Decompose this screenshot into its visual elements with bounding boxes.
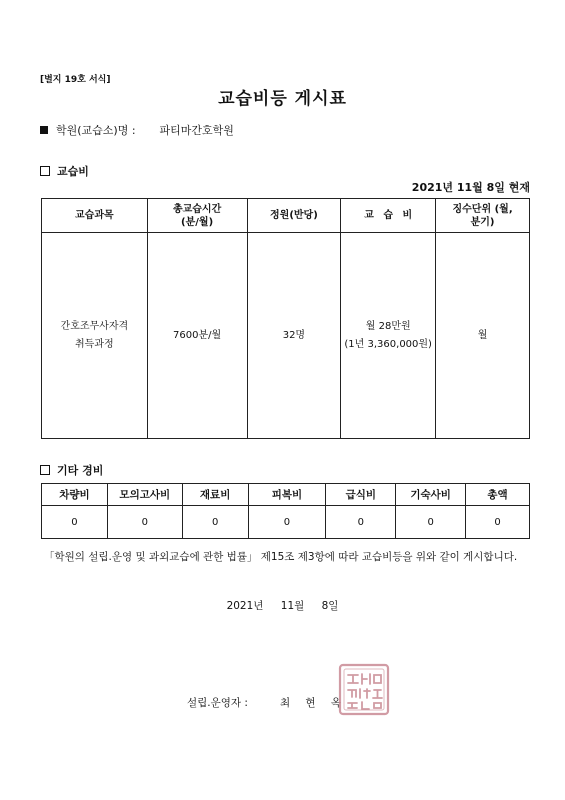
fee-line-2: (1년 3,360,000원) bbox=[344, 338, 432, 350]
founder-row bbox=[187, 695, 347, 710]
header-fee: 교 습 비 bbox=[341, 199, 436, 233]
founder-name: 최 현 옥 bbox=[279, 697, 348, 709]
table-header-row bbox=[42, 484, 530, 506]
other-expenses-table bbox=[41, 483, 530, 539]
cell-unit: 월 bbox=[436, 233, 530, 439]
header-subject: 교습과목 bbox=[42, 199, 148, 233]
academy-row bbox=[40, 122, 234, 138]
fee-line-1: 월 28만원 bbox=[365, 320, 411, 332]
table-row bbox=[42, 233, 530, 439]
header-meals: 급식비 bbox=[326, 484, 396, 506]
subject-line-1: 간호조무사자격 bbox=[60, 320, 129, 332]
header-unit: 징수단위 (월, 분기) bbox=[436, 199, 530, 233]
founder-label: 설립.운영자 : bbox=[187, 697, 248, 709]
cell-fee bbox=[341, 233, 436, 439]
value-meals: 0 bbox=[326, 506, 396, 539]
other-expenses-heading-label: 기타 경비 bbox=[57, 464, 104, 477]
filled-square-icon bbox=[40, 126, 48, 134]
header-capacity: 정원(반당) bbox=[247, 199, 341, 233]
page-title: 교습비등 게시표 bbox=[218, 89, 347, 109]
header-mock-exam: 모의고사비 bbox=[107, 484, 182, 506]
academy-label: 학원(교습소)명 : bbox=[56, 124, 136, 137]
header-hours: 총교습시간 (분/월) bbox=[147, 199, 247, 233]
header-materials: 재료비 bbox=[182, 484, 248, 506]
table-header-row bbox=[42, 199, 530, 233]
as-of-date: 2021년 11월 8일 현재 bbox=[411, 181, 530, 194]
official-seal-stamp bbox=[338, 663, 390, 716]
tuition-table bbox=[41, 198, 530, 439]
cell-capacity: 32명 bbox=[247, 233, 341, 439]
empty-square-icon bbox=[40, 166, 50, 176]
cell-subject bbox=[42, 233, 148, 439]
subject-line-2: 취득과정 bbox=[75, 338, 114, 350]
signature-date: 2021년 11월 8일 bbox=[226, 600, 339, 612]
header-total: 총액 bbox=[466, 484, 530, 506]
table-row bbox=[42, 506, 530, 539]
value-total: 0 bbox=[466, 506, 530, 539]
academy-name: 파티마간호학원 bbox=[159, 124, 234, 137]
value-uniform: 0 bbox=[248, 506, 326, 539]
tuition-heading bbox=[40, 163, 89, 179]
cell-hours: 7600분/월 bbox=[147, 233, 247, 439]
value-vehicle: 0 bbox=[42, 506, 108, 539]
header-dormitory: 기숙사비 bbox=[396, 484, 466, 506]
value-materials: 0 bbox=[182, 506, 248, 539]
tuition-heading-label: 교습비 bbox=[57, 165, 89, 178]
header-vehicle: 차량비 bbox=[42, 484, 108, 506]
legal-notice: 「학원의 설립.운영 및 과외교습에 관한 법률」 제15조 제3항에 따라 교습비등을 위와 같이 게시합니다. bbox=[44, 551, 518, 563]
other-expenses-heading bbox=[40, 462, 103, 478]
empty-square-icon bbox=[40, 465, 50, 475]
value-dormitory: 0 bbox=[396, 506, 466, 539]
value-mock-exam: 0 bbox=[107, 506, 182, 539]
form-number: [별지 19호 서식] bbox=[40, 75, 111, 85]
header-uniform: 피복비 bbox=[248, 484, 326, 506]
